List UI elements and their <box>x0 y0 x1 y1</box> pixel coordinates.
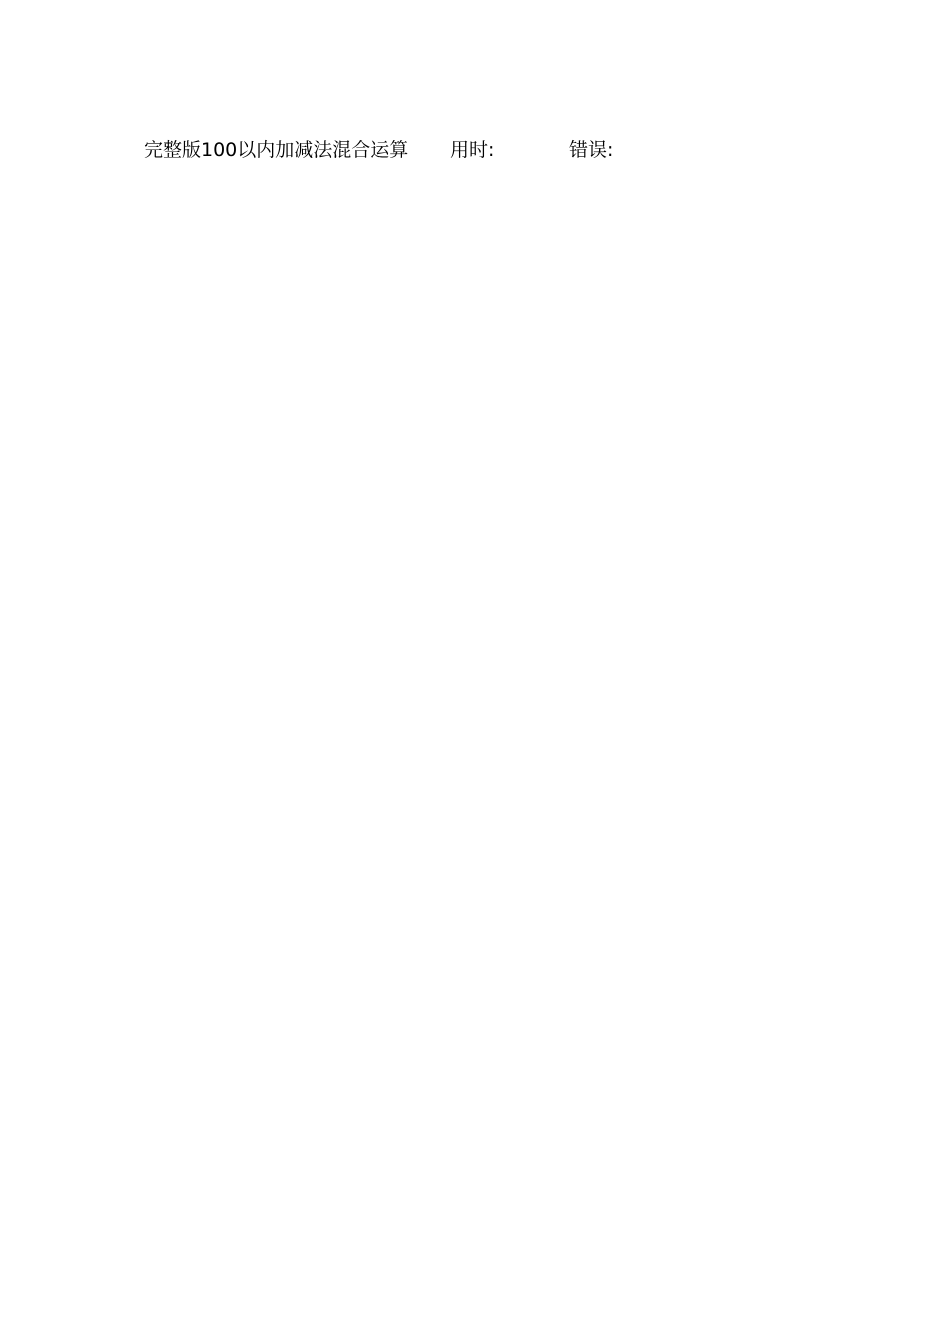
errors-label: 错误: <box>569 139 614 161</box>
worksheet-title: 完整版100以内加减法混合运算 <box>144 139 409 161</box>
time-label: 用时: <box>450 139 495 161</box>
